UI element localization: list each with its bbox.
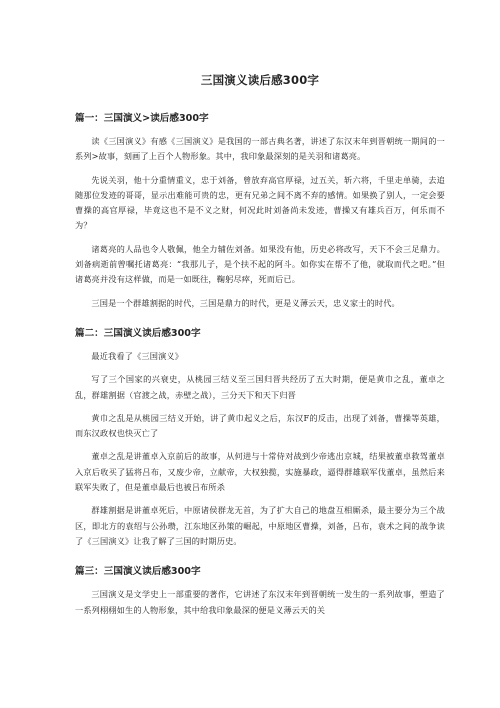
paragraph: 三国演义是文学史上一部重要的著作，它讲述了东汉末年到晋朝统一发生的一系列故事，塑造了一系列栩栩如生的人物形象，其中给我印象最深的便是义薄云天的关 [75, 589, 445, 615]
paragraph: 群雄割据是讲董卓死后，中原诸侯群龙无首，为了扩大自己的地盘互相厮杀，最主要分为三个战区，即北方的袁绍与公孙瓒，江东地区孙策的崛起，中原地区曹操，刘备，吕布，袁术之间的战争读了《三国演义》让我了解了三国的时期历史。 [75, 505, 445, 546]
section-heading: 篇一：三国演义>读后感300字 [75, 113, 209, 124]
section-heading: 篇三：三国演义读后感300字 [75, 566, 201, 578]
paragraph: 读《三国演义》有感《三国演义》是我国的一部古典名著，讲述了东汉末年到晋朝统一期间的一系列>故事，刻画了上百个人物形象。其中，我印象最深刻的是关羽和诸葛亮。 [75, 136, 445, 162]
paragraph: 先说关羽，他十分重情重义，忠于刘备，曾放弃高官厚禄，过五关，斩六将，千里走单骑，去追随那位发迹的哥哥，显示出难能可贵的忠，更有兄弟之间不离不弃的感情。如果换了别人，一定会要曹操的高官厚禄，毕竟这也不是不义之财，何况此时刘备尚未发迹，曹操又有雄兵百万，何乐而不为？ [75, 174, 445, 231]
document-title: 三国演义读后感300字 [200, 73, 320, 87]
section-1 [75, 110, 445, 311]
paragraph: 三国是一个群雄割据的时代，三国是鼎力的时代，更是义薄云天，忠义家士的时代。 [91, 297, 400, 308]
paragraph: 诸葛亮的人品也令人敬佩，他全力辅佐刘备。如果没有他，历史必将改写，天下不会三足鼎力。刘备病逝前曾嘱托诸葛亮：“我那儿子，是个扶不起的阿斗。如你实在帮不了他，就取而代之吧。”但诸葛亮并没有这样做，而是一如既往，鞠躬尽瘁，死而后已。 [75, 243, 445, 285]
section-2 [75, 325, 445, 549]
paragraph: 董卓之乱是讲董卓入京前后的故事，从何进与十常侍对战到少帝逃出京城，结果被董卓救驾董卓入京后收买了猛将吕布，又废少帝，立献帝，大权独揽，实施暴政，逼得群雄联军伐董卓，虽然后来联军失败了，但是董卓最后也被吕布所杀 [75, 451, 445, 493]
paragraph: 写了三个国家的兴衰史，从桃园三结义至三国归晋共经历了五大时期，便是黄巾之乱，董卓之乱，群雄割据（官渡之战，赤壁之战），三分天下和天下归晋 [75, 374, 445, 400]
section-heading: 篇二：三国演义读后感300字 [75, 327, 201, 339]
paragraph: 最近我看了《三国演义》 [91, 350, 184, 361]
section-3 [75, 563, 445, 618]
paragraph: 黄巾之乱是从桃园三结义开始，讲了黄巾起义之后，东汉F的反击，出现了刘备，曹操等英雄，而东汉政权也快灭亡了 [75, 412, 445, 439]
